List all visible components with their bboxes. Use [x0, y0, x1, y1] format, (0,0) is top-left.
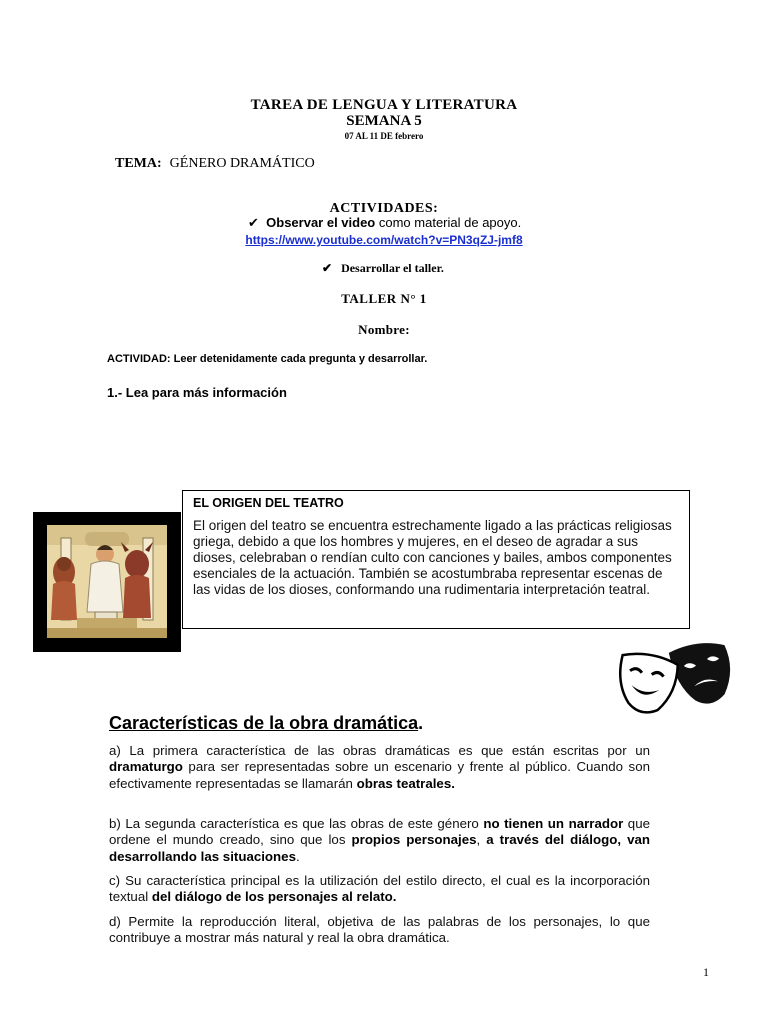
tema-label: TEMA: [115, 156, 162, 171]
char-b-bold-2: propios personajes [351, 832, 477, 848]
origin-box-text: El origen del teatro se encuentra estrechamente ligado a las prácticas religiosas griega, debido a que los hombres y mujeres, en el deseo de agradar a sus dioses, celebraban o rendían culto con canciones y bailes, ambos componentes esenciales de la actuación. También se acostumbraba representar escenas de las vidas de los dioses, conformando una rudimentaria interpretación teatral. [193, 518, 672, 597]
tema-line [115, 156, 315, 172]
document-title: TAREA DE LENGUA Y LITERATURA [250, 97, 518, 113]
char-a-bold-1: dramaturgo [109, 759, 183, 775]
origin-of-theatre-box [182, 490, 690, 629]
theatre-masks-icon [612, 640, 738, 716]
characteristics-heading-text: Características de la obra dramática [109, 713, 419, 733]
char-b-bold-1: no tienen un narrador [483, 816, 624, 831]
taller-title: TALLER N° 1 [341, 291, 427, 306]
char-a-text-1: a) La primera característica de las obras dramáticas es que están escritas por un [109, 743, 650, 758]
char-b-text-4: . [295, 848, 300, 864]
characteristic-b [109, 816, 650, 865]
char-b-text-3: , [476, 832, 487, 848]
activity-item-taller [322, 261, 444, 276]
char-a-bold-2: obras teatrales. [356, 775, 455, 791]
actividad-instruction: ACTIVIDAD: Leer detenidamente cada pregunta y desarrollar. [107, 353, 428, 365]
greek-theatre-image [33, 512, 181, 652]
activity-taller-label: Desarrollar el taller. [341, 261, 444, 275]
char-b-text-2: que ordene el mundo creado, sino que los [109, 816, 650, 848]
characteristics-heading-period: . [418, 713, 424, 733]
check-icon: ✔ [248, 215, 259, 230]
date-range: 07 AL 11 DE febrero [344, 131, 424, 141]
char-c-text-1: c) Su característica principal es la utilización del estilo directo, el cual es la incorporación textual [109, 873, 650, 905]
characteristic-d [109, 914, 650, 947]
characteristic-c [109, 873, 650, 906]
greek-theatre-illustration [33, 512, 181, 652]
characteristics-heading [109, 713, 423, 734]
activity-item-video [248, 215, 521, 231]
tema-value: GÉNERO DRAMÁTICO [169, 156, 315, 171]
theatre-masks-image [612, 640, 738, 716]
check-icon: ✔ [322, 261, 333, 275]
nombre-label: Nombre: [358, 322, 410, 337]
activity-video-rest: como material de apoyo. [375, 215, 522, 230]
characteristic-a [109, 743, 650, 792]
char-d-text-1: d) Permite la reproducción literal, objetiva de las palabras de los personajes, lo que contribuye a mostrar más natural y real la obra dramática. [109, 914, 650, 946]
section-1-heading: 1.- Lea para más información [107, 385, 287, 400]
char-c-bold-1: del diálogo de los personajes al relato. [151, 889, 397, 905]
char-b-bold-3: a través del diálogo, van desarrollando las situaciones [109, 832, 650, 864]
week-label: SEMANA 5 [346, 113, 422, 129]
activities-title: ACTIVIDADES: [329, 201, 439, 216]
video-link[interactable]: https://www.youtube.com/watch?v=PN3qZJ-jmf8 [245, 233, 523, 247]
page-number: 1 [703, 965, 709, 979]
char-a-text-2: para ser representadas sobre un escenario y frente al público. Cuando son efectivamente representadas se llamarán [109, 759, 650, 791]
char-b-text-1: b) La segunda característica es que las obras de este género [109, 816, 484, 831]
activity-video-bold: Observar el video [266, 215, 376, 230]
origin-box-title: EL ORIGEN DEL TEATRO [193, 496, 344, 510]
